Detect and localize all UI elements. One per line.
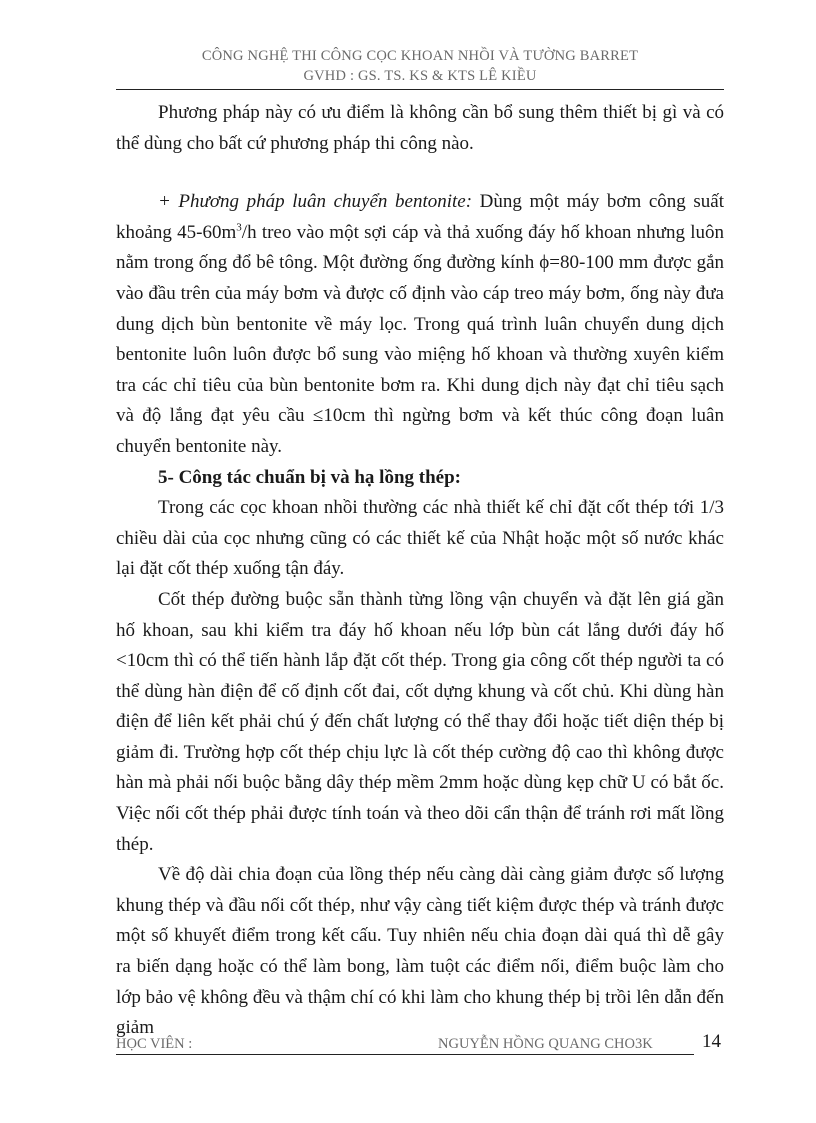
page-number: 14 [702, 1031, 721, 1052]
page-header [116, 46, 724, 86]
method-title: + Phương pháp luân chuyển bentonite: [158, 191, 473, 213]
header-advisor: GVHD : GS. TS. KS & KTS LÊ KIỀU [303, 68, 537, 84]
student-name: NGUYỄN HỒNG QUANG CHO3K [438, 1036, 653, 1052]
paragraph-bentonite-circulation [116, 187, 724, 462]
paragraph-text: Dùng một máy bơm công suất khoảng 45-60m [116, 191, 724, 243]
paragraph-rebar-assembly: Cốt thép đường buộc sẵn thành từng lồng vận chuyển và đặt lên giá gần hố khoan, sau khi kiểm tra đáy hố khoan nếu lớp bùn cát lắng dưới đáy hố <10cm thì có thể tiến hành lắp đặt cốt thép. Trong gia công cốt thép người ta có thể dùng hàn điện để cố định cốt đai, cốt dựng khung và cốt chủ. Khi dùng hàn điện để liên kết phải chú ý đến chất lượng có thể thay đổi hoặc tiết diện thép bị giảm đi. Trường hợp cốt thép chịu lực là cốt thép cường độ cao thì không được hàn mà phải nối buộc bằng dây thép mềm 2mm hoặc dùng kẹp chữ U có bắt ốc. Việc nối cốt thép phải được tính toán và theo dõi cẩn thận để tránh rơi mất lồng thép. [116, 588, 724, 855]
section-heading: 5- Công tác chuẩn bị và hạ lồng thép: [158, 466, 461, 488]
paragraph-text-continued: /h treo vào một sợi cáp và thả xuống đáy hố khoan nhưng luôn nằm trong ống đổ bê tông. Một đường ống đường kính ϕ=80-100 mm được gắn vào đầu trên của máy bơm và được cố định vào cáp treo máy bơm, ống này đưa dung dịch bùn bentonite về máy lọc. Trong quá trình luân chuyển dung dịch bentonite luôn luôn được bổ sung vào miệng hố khoan và thường xuyên kiểm tra các chỉ tiêu của bùn bentonite bơm ra. Khi dung dịch này đạt chỉ tiêu sạch và độ lắng đạt yêu cầu ≤10cm thì ngừng bơm và kết thúc công đoạn luân chuyển bentonite này. [116, 221, 725, 457]
paragraph-segment-length: Về độ dài chia đoạn của lồng thép nếu càng dài càng giảm được số lượng khung thép và đầu nối cốt thép, như vậy càng tiết kiệm được thép và tránh được một số khuyết điểm trong kết cấu. Tuy nhiên nếu chia đoạn dài quá thì dễ gây ra biến dạng hoặc có thể làm bong, làm tuột các điểm nối, điểm buộc làm cho lớp bảo vệ không đều và thậm chí có khi làm cho khung thép bị trồi lên dẫn đến giảm [116, 864, 724, 1039]
superscript: 3 [236, 221, 242, 234]
footer-divider [116, 1054, 694, 1055]
paragraph-rebar-length: Trong các cọc khoan nhồi thường các nhà thiết kế chỉ đặt cốt thép tới 1/3 chiều dài của cọc nhưng cũng có các thiết kế của Nhật hoặc một số nước khác lại đặt cốt thép xuống tận đáy. [116, 497, 724, 580]
student-label: HỌC VIÊN : [116, 1036, 193, 1052]
header-title: CÔNG NGHỆ THI CÔNG CỌC KHOAN NHỒI VÀ TƯỜNG BARRET [201, 48, 639, 64]
header-divider [116, 89, 724, 90]
paragraph-advantage: Phương pháp này có ưu điểm là không cần bổ sung thêm thiết bị gì và có thể dùng cho bất cứ phương pháp thi công nào. [116, 102, 724, 154]
page-body [116, 98, 724, 1044]
